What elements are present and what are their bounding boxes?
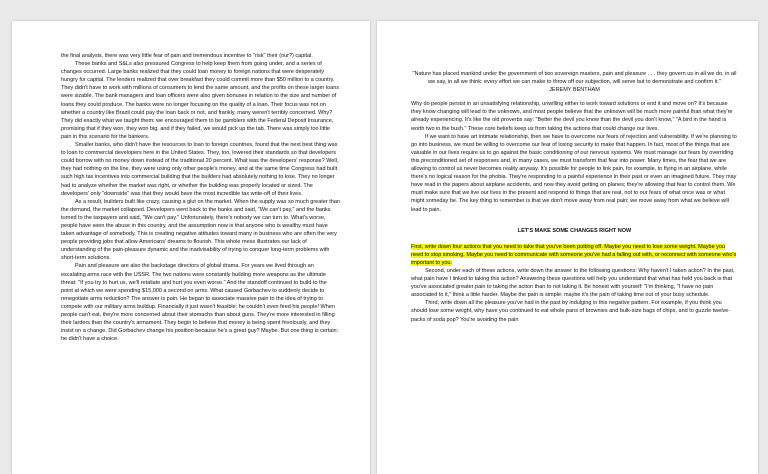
highlighted-paragraph [411, 243, 738, 267]
paragraph: Pain and pleasure are also the backstage directors of global drama. For years we lived through an escalating arms race with the USSR. The two nations were constantly building more weapons as the ultimate threat: "If you try to hurt us, we'll retaliate and hurt you even worse." And the standoff continued to build to the point at which we were spending $15,000 a second on arms. What caused Gorbachev to suddenly decide to renegotiate arms reduction? The answer is pain. He began to associate massive pain to the idea of trying to compete with our military arms buildup. Financially it just wasn't feasible; he couldn't even feed his people! When people can't eat, they're more concerned about their stomachs than about guns. They're more interested in filling their larders than the country's armament. They begin to believe that money is being spent frivolously, and they insist on a change. Did Gorbachev change his position because he's a great guy? Maybe. But one thing is certain: he didn't have a choice. [61, 263, 339, 343]
document-page-left [12, 21, 370, 474]
paragraph: If we want to have art intimate relationship, then we have to overcome our fears of rejection and vulnerability. If we're planning to go into business, we must be willing to overcome our fear of losing security to make that happen. In fact, most of the things that are valuable in our lives require us to go against the basic conditioning of our nervous systems. We must manage our fears by overriding this preconditioned set of responses and, in many cases, we must transform that fear into power. Many times, the fear that we are allowing to control us never becomes reality anyway. It's possible for people to link pain, for example, to flying in an airplane, while there's no logical reason for the phobia. They're responding to a painful experience in their past or even an imagined future. They may have read in the papers about airplane accidents, and now they avoid getting on planes; they're allowing that fear to control them. We must make sure that we live our lives in the present and respond to things that are real, not to our fears of what once was or what might someday be. The key thing to remember is that we don't move away from real pain; we move away from what we believe will lead to pain. [411, 133, 737, 213]
paragraph: Third, write down all the pleasure you've had in the past by indulging in this negative pattern. For example, if you think you should lose some weight, why have you continued to eat whole pans of brownies and bulk-size bags of chips, and to guzzle twelve-packs of soda pop? You're avoiding the pain [411, 300, 731, 323]
paragraph: These banks and S&Ls also pressured Congress to help keep them from going under, and a series of changes occurred. Large banks realized that they could loan money to foreign nations that were desperately hungry for capital. The lenders realized that over breakfast they could commit more than $50 million to a country. They didn't have to work with millions of consumers to lend the same amount, and the profits on these larger loans were sizable. The bank managers and loan officers were also given bonuses in relation to the size and number of loans they could produce. The banks were no longer focusing on the quality of a loan. Their focus was not on whether a country like Brazil could pay the loan back or not, and frankly, many weren't terribly concerned. Why? They did exactly what we taught them: we encouraged them to be gamblers with the Federal Deposit Insurance, promising that if they won, they won big, and if they failed, we would pick up the tab. There was simply too little pain in this scenario for the bankers. [61, 61, 340, 140]
paragraph: the final analysis, there was very little fear of pain and tremendous incentive to "risk" their (our?) capital. [61, 53, 313, 59]
paragraph: Smaller banks, who didn't have the resources to loan to foreign countries, found that the next best thing was to loan to commercial developers here in the United States. They, too, lowered their standards so that developers could borrow with no money down instead of the traditional 20 percent. What was the developers' response? Well, they had nothing on the line, they were using only other people's money, and at the same time Congress had built such high tax incentives into commercial building that the builders had absolutely nothing to lose. They no longer had to analyze whether the market was right, or whether the building was properly located or sized. The developers' only "downside" was that they would have the most incredible tax write-off of their lives. [61, 142, 339, 197]
paragraph: As a result, builders built like crazy, causing a glut on the market. When the supply was so much greater than the demand, the market collapsed. Developers went back to the banks and said, "We can't pay," and the banks turned to the taxpayers and said, "We can't pay." Unfortunately, there's nobody we can turn to. What's worse, people have seen the abuse in this country, and the assumption now is that anyone who is wealthy must have taken advantage of somebody. This is creating negative attitudes toward many in business who are often the very people providing jobs that allow Americans' dreams to flourish. This whole mess illustrates our lack of understanding of the pain-pleasure dynamic and the inadvisability of trying to conquer long-term problems with short-term solutions. [61, 198, 340, 262]
paragraph: Second, under each of these actions, write down the answer to the following questions: Why haven't I taken action? In the past, what pain have I linked to taking this action? Answering these questions will help you understand that what has held you back is that you've associated greater pain to taking the action than to not taking it. Be honest with yourself: "I'm thinking, "I have no pain associated to it," think a little harder. Maybe the pain is simple: maybe it's the pain of taking time out of your busy schedule. [411, 267, 735, 299]
epigraph-quote: "Nature has placed mankind under the government of two sovereign masters, pain and pleasure . . . they govern us in all we do, in all we say, in all we think: every effort we can make to throw off our subjection, will serve but to demonstrate and confirm it." [412, 71, 737, 86]
epigraph-author: JEREMY BENTHAM [549, 87, 600, 94]
page-right-body [411, 70, 738, 324]
section-heading: LET'S MAKE SOME CHANGES RIGHT NOW [517, 227, 632, 234]
text-highlight: First, write down four actions that you need to take that you've been putting off. Maybe you need to lose some weight. Maybe you need to stop smoking. Maybe you need to communicate with someone you've had a falling out with, or reconnect with someone who's important to you. [411, 243, 737, 266]
page-left-body [61, 52, 340, 343]
document-page-right [377, 21, 758, 474]
paragraph: Why do people persist in an unsatisfying relationship, unwilling either to work toward solutions or end it and move on? It's because they know changing will lead to the unknown, and most people believe that the unknown will be much more painful than what they're already experiencing. It's like the old proverbs say: "Better the devil you know than the devil you don't know," "A bird in the hand is worth two in the bush." These core beliefs keep us from taking the actions that could change our lives. [411, 101, 733, 132]
